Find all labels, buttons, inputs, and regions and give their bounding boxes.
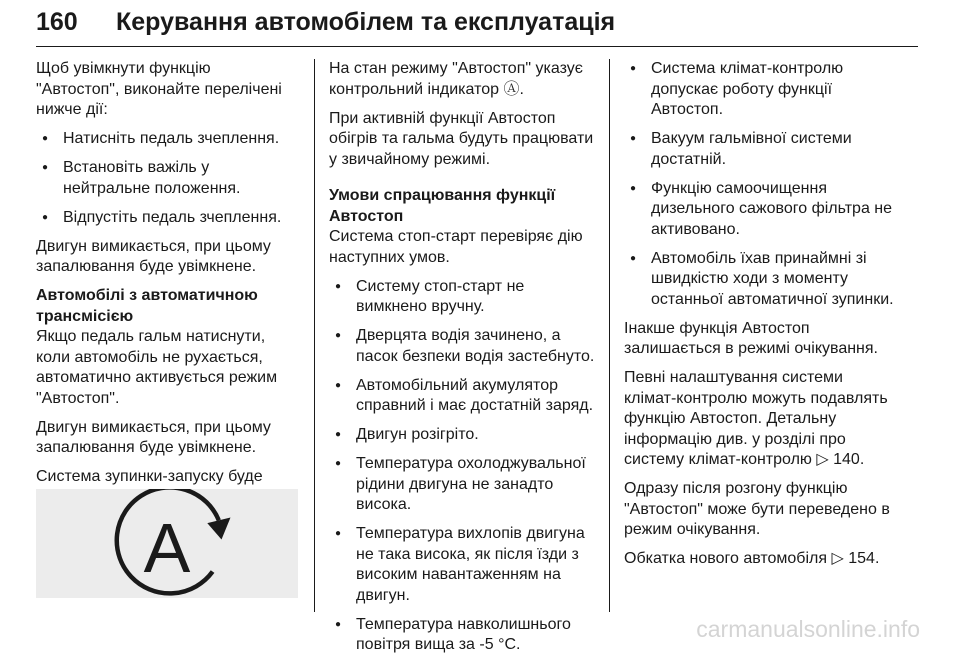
climate-reference bbox=[624, 368, 894, 471]
break-in-reference bbox=[624, 549, 894, 570]
page-number: 160 bbox=[36, 8, 78, 36]
column-3 bbox=[624, 59, 894, 578]
list-item: ● Систему стоп-старт не вимкнено вручну. bbox=[329, 277, 599, 318]
paragraph: Інакше функція Автостоп залишається в режимі очікування. bbox=[624, 319, 878, 357]
page-ref-arrow-icon: ▷ bbox=[831, 550, 844, 567]
watermark: carmanualsonline.info bbox=[696, 616, 920, 642]
paragraph: Система зупинки-запуску буде bbox=[36, 468, 263, 485]
break-in-text: Обкатка нового автомобіля bbox=[624, 550, 828, 567]
list-item: ● Вакуум гальмівної системи достатній. bbox=[624, 129, 894, 170]
list-item: ● Натисніть педаль зчеплення. bbox=[36, 129, 298, 150]
list-item: ● Двигун розігріто. bbox=[329, 425, 599, 446]
paragraph: Одразу після розгону функцію "Автостоп" може бути переведено в режим очікування. bbox=[624, 480, 890, 538]
steps-list bbox=[36, 129, 298, 228]
conditions-list bbox=[329, 277, 599, 656]
paragraph: Двигун вимикається, при цьому запалювання буде увімкнене. bbox=[36, 237, 271, 275]
list-item: ● Автомобіль їхав принаймні зі швидкістю ходи з моменту останньої автоматичної зупинки. bbox=[624, 249, 894, 311]
list-item: ● Температура охолоджувальної рідини двигуна не занадто висока. bbox=[329, 454, 599, 516]
column-divider bbox=[609, 59, 610, 612]
page-ref-arrow-icon: ▷ bbox=[816, 451, 829, 468]
page-title: Керування автомобілем та експлуатація bbox=[116, 8, 616, 36]
page-ref[interactable]: 140. bbox=[833, 451, 865, 468]
climate-text: Певні налаштування системи клімат-контролю можуть подавлять функцію Автостоп. Детальну інформацію див. у розділі про систему клімат-контролю bbox=[624, 369, 888, 468]
paragraph: На стан режиму "Автостоп" указує контрольний індикатор Ⓐ. bbox=[329, 60, 583, 98]
list-item: ● Функцію самоочищення дизельного сажового фільтра не активовано. bbox=[624, 179, 894, 241]
auto-section bbox=[36, 286, 298, 409]
list-item: ● Температура навколишнього повітря вища за -5 °C. bbox=[329, 615, 599, 656]
paragraph: При активній функції Автостоп обігрів та гальма будуть працювати у звичайному режимі. bbox=[329, 109, 594, 168]
paragraph: Двигун вимикається, при цьому запалювання буде увімкнене. bbox=[36, 418, 271, 456]
conditions-text: Система стоп-старт перевіряє дію наступних умов. bbox=[329, 228, 583, 266]
list-item: ● Автомобільний акумулятор справний і має достатній заряд. bbox=[329, 376, 599, 417]
column-divider bbox=[314, 59, 315, 612]
list-item: ● Дверцята водія зачинено, а пасок безпеки водія застебнуто. bbox=[329, 326, 599, 367]
conditions-heading: Умови спрацювання функції Автостоп bbox=[329, 187, 556, 225]
list-item: ● Відпустіть педаль зчеплення. bbox=[36, 208, 298, 229]
conditions-section bbox=[329, 186, 599, 268]
indicator-letter: A bbox=[143, 509, 191, 587]
list-item: ● Температура вихлопів двигуна не така висока, як після їзди з високим навантаженням на двигун. bbox=[329, 524, 599, 606]
auto-text: Якщо педаль гальм натиснути, коли автомобіль не рухається, автоматично активується режим "Автостоп". bbox=[36, 328, 278, 407]
page-ref[interactable]: 154. bbox=[848, 550, 880, 567]
indicator-image bbox=[36, 489, 298, 598]
conditions-list-continued bbox=[624, 59, 894, 310]
list-item: ● Система клімат-контролю допускає роботу функції Автостоп. bbox=[624, 59, 894, 121]
auto-heading: Автомобілі з автоматичною трансмісією bbox=[36, 287, 258, 325]
list-item: ● Встановіть важіль у нейтральне положення. bbox=[36, 158, 298, 199]
autostop-indicator-icon bbox=[36, 489, 298, 598]
column-2 bbox=[329, 59, 599, 664]
intro-text: Щоб увімкнути функцію "Автостоп", виконайте перелічені нижче дії: bbox=[36, 60, 282, 118]
page-header bbox=[36, 6, 918, 47]
